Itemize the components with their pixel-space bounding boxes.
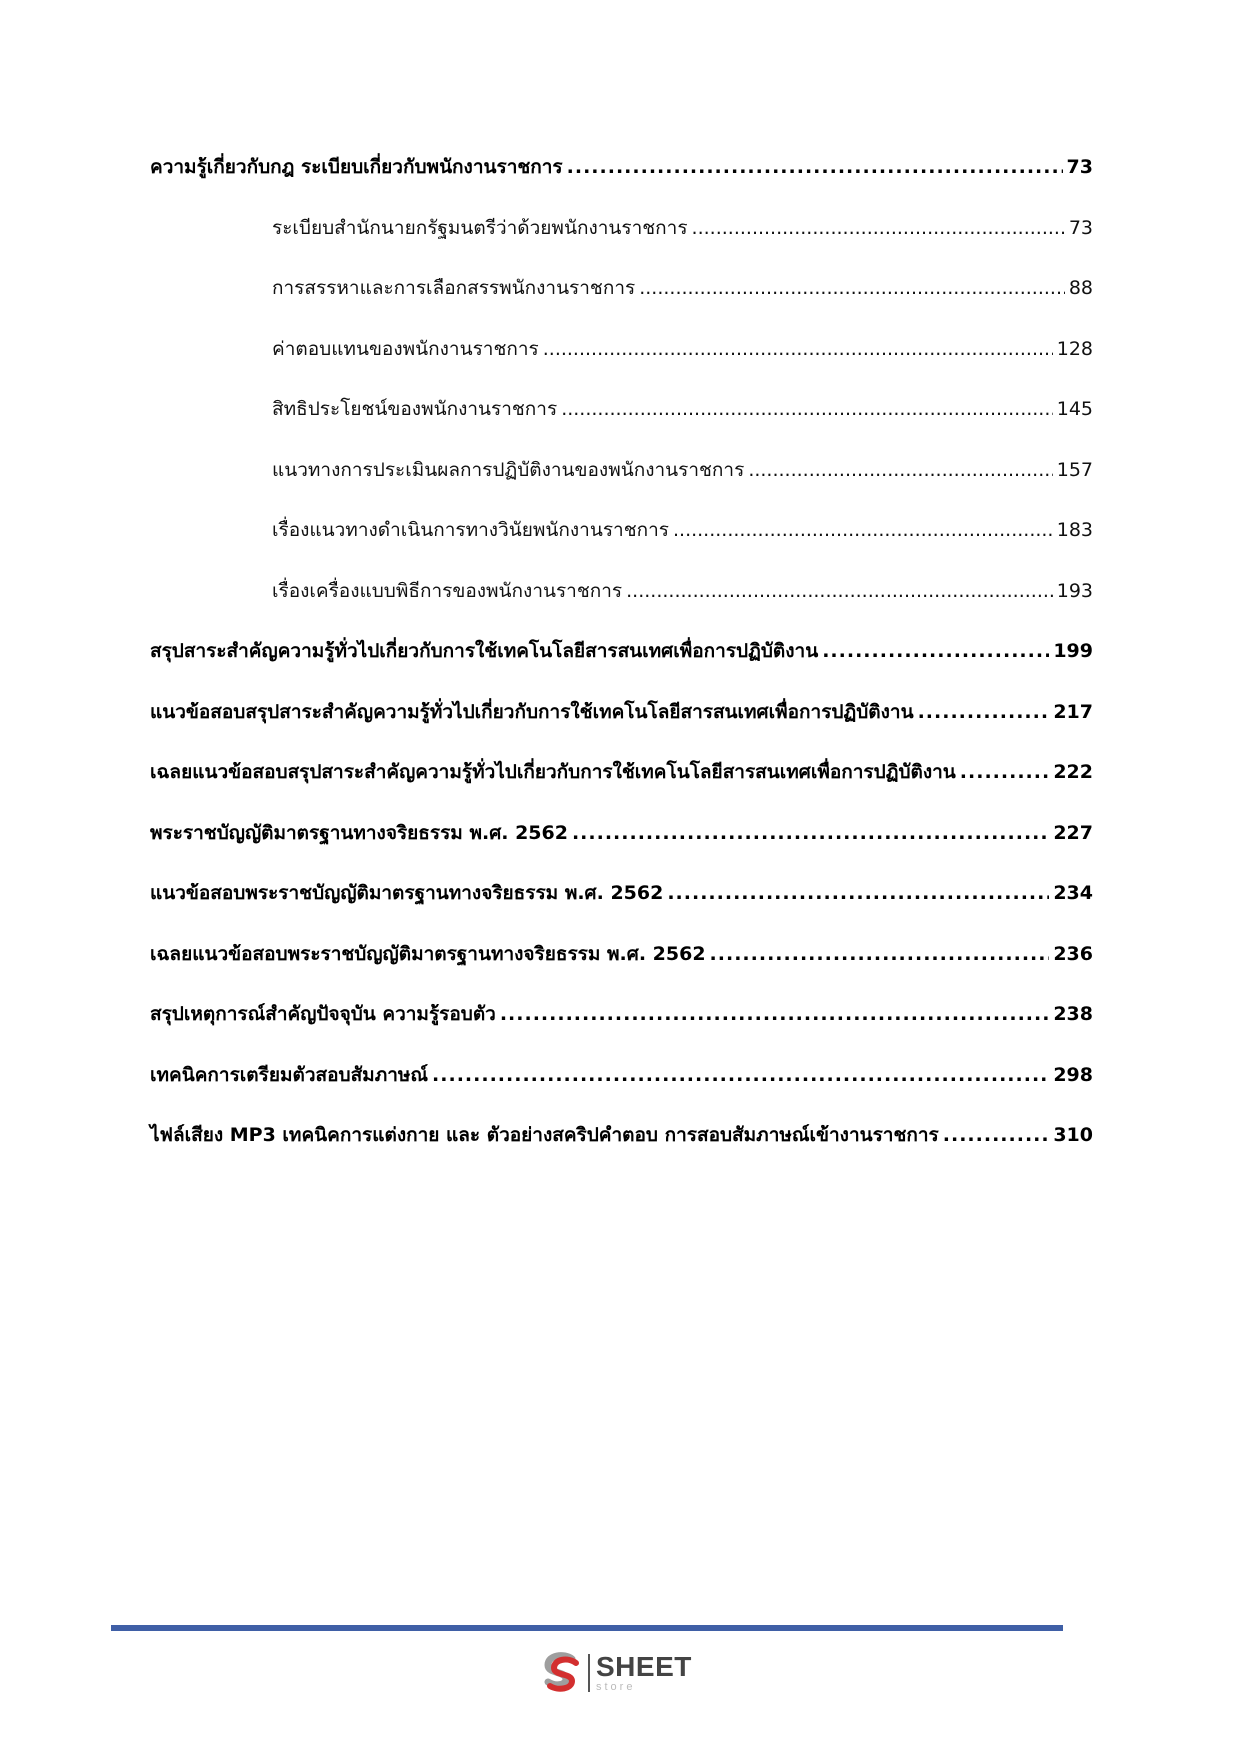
table-of-contents bbox=[150, 152, 1093, 1181]
toc-subentry[interactable] bbox=[150, 515, 1093, 576]
toc-subentry[interactable] bbox=[150, 455, 1093, 516]
toc-entry-title: ค่าตอบแทนของพนักงานราชการ bbox=[272, 337, 539, 360]
toc-entry-page: 73 bbox=[1066, 156, 1093, 178]
toc-entry-page: 298 bbox=[1053, 1063, 1093, 1086]
toc-entry-page: 222 bbox=[1053, 761, 1093, 783]
toc-entry-title: แนวข้อสอบพระราชบัญญัติมาตรฐานทางจริยธรรม พ.ศ. 2562 bbox=[150, 882, 664, 904]
toc-dot-leader bbox=[960, 761, 1050, 783]
toc-entry-title: ไฟล์เสียง MP3 เทคนิคการแต่งกาย และ ตัวอย่างสคริปคำตอบ การสอบสัมภาษณ์เข้างานราชการ bbox=[150, 1124, 939, 1146]
toc-entry-title: สรุปสาระสำคัญความรู้ทั่วไปเกี่ยวกับการใช้เทคโนโลยีสารสนเทศเพื่อการปฏิบัติงาน bbox=[150, 640, 819, 662]
toc-entry[interactable] bbox=[150, 1120, 1093, 1181]
toc-entry-page: 236 bbox=[1053, 942, 1093, 965]
toc-entry[interactable] bbox=[150, 697, 1093, 758]
toc-dot-leader bbox=[667, 882, 1049, 904]
toc-entry-page: 199 bbox=[1053, 640, 1093, 662]
toc-entry[interactable] bbox=[150, 878, 1093, 939]
toc-dot-leader bbox=[500, 1003, 1049, 1025]
toc-entry-title: การสรรหาและการเลือกสรรพนักงานราชการ bbox=[272, 277, 636, 299]
toc-dot-leader bbox=[567, 156, 1063, 178]
toc-entry-title: เรื่องเครื่องแบบพิธีการของพนักงานราชการ bbox=[272, 579, 623, 602]
toc-entry[interactable] bbox=[150, 818, 1093, 879]
toc-entry[interactable] bbox=[150, 999, 1093, 1060]
toc-entry-title: พระราชบัญญัติมาตรฐานทางจริยธรรม พ.ศ. 2562 bbox=[150, 821, 568, 844]
toc-subentry[interactable] bbox=[150, 273, 1093, 334]
toc-dot-leader bbox=[748, 459, 1052, 481]
toc-entry-title: แนวทางการประเมินผลการปฏิบัติงานของพนักงานราชการ bbox=[272, 458, 745, 481]
toc-entry-page: 88 bbox=[1068, 277, 1093, 299]
toc-dot-leader bbox=[710, 943, 1050, 965]
toc-entry-page: 310 bbox=[1053, 1124, 1093, 1146]
toc-dot-leader bbox=[918, 701, 1050, 723]
toc-entry-title: สรุปเหตุการณ์สำคัญปัจจุบัน ความรู้รอบตัว bbox=[150, 1003, 496, 1025]
toc-entry-page: 238 bbox=[1053, 1003, 1093, 1025]
toc-dot-leader bbox=[822, 640, 1049, 662]
footer-divider bbox=[111, 1625, 1063, 1631]
toc-dot-leader bbox=[626, 580, 1053, 602]
logo-text bbox=[596, 1653, 692, 1693]
sheet-store-s-logo-icon bbox=[538, 1650, 584, 1696]
toc-entry-title: แนวข้อสอบสรุปสาระสำคัญความรู้ทั่วไปเกี่ยวกับการใช้เทคโนโลยีสารสนเทศเพื่อการปฏิบัติงาน bbox=[150, 700, 914, 723]
toc-entry-title: เรื่องแนวทางดำเนินการทางวินัยพนักงานราชการ bbox=[272, 519, 669, 541]
toc-dot-leader bbox=[543, 338, 1053, 360]
toc-dot-leader bbox=[943, 1124, 1050, 1146]
toc-entry-title: เทคนิคการเตรียมตัวสอบสัมภาษณ์ bbox=[150, 1063, 429, 1086]
toc-entry-page: 234 bbox=[1053, 882, 1093, 904]
toc-entry[interactable] bbox=[150, 1060, 1093, 1121]
toc-entry-page: 73 bbox=[1068, 216, 1093, 239]
toc-entry-page: 145 bbox=[1056, 398, 1093, 420]
toc-dot-leader bbox=[572, 822, 1049, 844]
toc-entry-page: 217 bbox=[1053, 700, 1093, 723]
toc-entry-title: เฉลยแนวข้อสอบสรุปสาระสำคัญความรู้ทั่วไปเกี่ยวกับการใช้เทคโนโลยีสารสนเทศเพื่อการปฏิบัติงาน bbox=[150, 761, 956, 783]
toc-entry-title: เฉลยแนวข้อสอบพระราชบัญญัติมาตรฐานทางจริยธรรม พ.ศ. 2562 bbox=[150, 942, 706, 965]
toc-dot-leader bbox=[432, 1064, 1049, 1086]
toc-dot-leader bbox=[673, 519, 1053, 541]
toc-entry-title: สิทธิประโยชน์ของพนักงานราชการ bbox=[272, 398, 558, 420]
toc-entry-title: ความรู้เกี่ยวกับกฎ ระเบียบเกี่ยวกับพนักงานราชการ bbox=[150, 156, 563, 178]
toc-entry-page: 227 bbox=[1053, 821, 1093, 844]
toc-dot-leader bbox=[639, 277, 1065, 299]
footer-logo bbox=[538, 1648, 692, 1698]
logo-divider bbox=[588, 1654, 590, 1692]
toc-subentry[interactable] bbox=[150, 576, 1093, 637]
toc-entry[interactable] bbox=[150, 636, 1093, 697]
toc-entry-page: 128 bbox=[1056, 337, 1093, 360]
toc-dot-leader bbox=[692, 217, 1065, 239]
toc-subentry[interactable] bbox=[150, 394, 1093, 455]
toc-entry[interactable] bbox=[150, 757, 1093, 818]
toc-entry-page: 193 bbox=[1056, 579, 1093, 602]
toc-dot-leader bbox=[561, 398, 1053, 420]
toc-entry[interactable] bbox=[150, 152, 1093, 213]
toc-entry-page: 183 bbox=[1056, 519, 1093, 541]
toc-subentry[interactable] bbox=[150, 334, 1093, 395]
toc-entry[interactable] bbox=[150, 939, 1093, 1000]
toc-entry-title: ระเบียบสำนักนายกรัฐมนตรีว่าด้วยพนักงานราชการ bbox=[272, 216, 688, 239]
toc-entry-page: 157 bbox=[1056, 458, 1093, 481]
toc-subentry[interactable] bbox=[150, 213, 1093, 274]
logo-word: SHEET bbox=[596, 1651, 692, 1682]
logo-subword: store bbox=[596, 1681, 636, 1693]
